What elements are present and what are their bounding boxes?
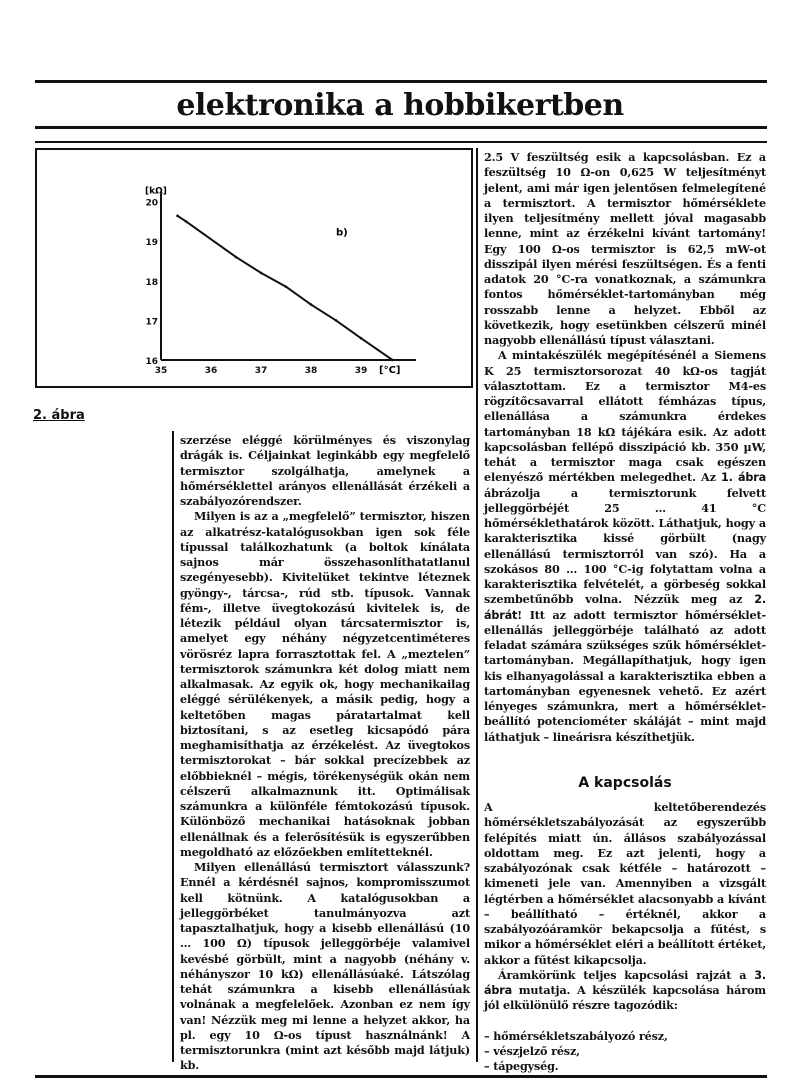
x-axis-label: [°C]: [379, 365, 401, 376]
header-bottom-rule: [35, 126, 767, 129]
panel-label: b): [336, 227, 348, 239]
paragraph: szerzése eléggé körülményes és viszonylag drágák is. Céljainkat leginkább egy megfelelő termisztor szolgálhatja, amelynek a hőmérséklettel arányos ellenállását érzékeli a szabályozórendszer.: [180, 433, 470, 508]
right-column: [484, 150, 766, 745]
x-tick-label: 38: [304, 366, 318, 376]
middle-column-left-rule: [172, 431, 174, 1062]
middle-column: [180, 433, 470, 1074]
section-heading: A kapcsolás: [578, 775, 672, 791]
data-point: [360, 337, 363, 340]
paragraph: Milyen is az a „megfelelő” termisztor, hiszen az alkatrész-katalógusokban igen sok féle típussal találkozhatunk (a boltok kínálata sajnos már összehasonlíthatatlanul szegényesebb). Kivitelüket tekintve léteznek gyöngy-, tárcsa-, rúd stb. típusok. Vannak fém-, illetve üvegtokozású kivitelek is, de létezik például olyan tárcsatermisztor is, amelyet egy néhány négyzetcentiméteres vörösréz lapra forrasztottak fel. A „meztelen” termisztorok számunkra két dolog miatt nem alkalmasak. Az egyik ok, hogy mechanikailag eléggé sérülékenyek, a másik pedig, hogy a keltetőben magas páratartalmat kell biztosítani, s az esetleg kicsapódó pára meghamisíthatja az érzékelést. Az üvegtokos termisztorokat – bár sokkal precízebbek az előbbieknél – mégis, törékenységük okán nem célszerű alkalmaznunk itt. Optimálisak számunkra a különféle fémtokozású típusok. Különböző mechanikai hatásoknak jobban ellenállnak és a felerősítésük is egyszerűbben megoldható az előzőekben említetteknél.: [180, 509, 470, 859]
text: Áramkörünk teljes kapcsolási rajzát a: [498, 967, 755, 982]
figure-reference: 2. ábrát: [484, 593, 766, 622]
list-item: – hőmérsékletszabályozó rész,: [484, 1028, 668, 1043]
data-point: [176, 215, 179, 218]
y-tick-label: 16: [145, 357, 158, 367]
figure-reference: 1. ábra: [721, 471, 767, 485]
data-point: [310, 303, 313, 306]
chart-tick-labels: [145, 199, 367, 376]
list-item: – vészjelző rész,: [484, 1043, 580, 1058]
x-tick-label: 35: [154, 366, 168, 376]
page-title: elektronika a hobbikertben: [176, 88, 624, 123]
text: A mintakészülék megépítésénél a Siemens K 25 termisztorsorozat 40 kΩ-os tagját választottam. Ez a termisztor M4-es rögzítőcsavarral ellátott fémházas típus, ellenállása a számunkra érdekes tartományban 18 kΩ tájékára esik. Az adott kapcsolásban fellépő disszipáció kb. 350 µW, tehát a termisztor maga csak egészen elenyésző mértékben melegedhet. Az: [484, 348, 766, 485]
x-tick-label: 36: [204, 366, 218, 376]
y-tick-label: 20: [145, 198, 158, 209]
paragraph: A keltetőberendezés hőmérsékletszabályozását az egyszerűbb felépítés miatt ún. állásos szabályozással oldottam meg. Ez azt jelenti, hogy a szabályozónak csak kétféle – határozott – kimeneti jele van. Amennyiben a vizsgált légtérben a hőmérséklet alacsonyabb a kívánt – beállítható – értéknél, akkor a szabályozóáramkör bekapcsolja a fűtést, s mikor a hőmérséklet eléri a beállított értéket, akkor a fűtést kikapcsolja.: [484, 800, 766, 967]
paragraph: 2.5 V feszültség esik a kapcsolásban. Ez a feszültség 10 Ω-on 0,625 W teljesítményt jelent, ami már igen jelentősen felmelegítené a termisztort. A termisztor hőmérséklete ilyen teljesítmény mellett jóval magasabb lenne, mint az érzékelni kívánt tartomány! Egy 100 Ω-os termisztor is 62,5 mW-ot disszipál ilyen mérési feszültségen. És a fenti adatok 20 °C-ra vonatkoznak, a számunkra fontos hőmérséklet-tartományban még rosszabb lenne a helyzet. Ebből az következik, hogy esetünkben célszerű minél nagyobb ellenállású típust választani.: [484, 150, 766, 347]
data-point: [335, 319, 338, 322]
data-point: [285, 285, 288, 288]
text: ! Itt az adott termisztor hőmérséklet-ellenállás jelleggörbéje található az adott feladat számára szükséges szűk hőmérséklet-tartományban. Megállapíthatjuk, hogy igen kis elhanyagolással a karakterisztika ebben a tartományban egyenesnek vehető. Ez azért lényeges számunkra, mert a hőmérséklet-beállító potenciométer skáláját – mint majd láthatjuk – lineárisra készíthetjük.: [484, 607, 766, 744]
parts-list: [484, 1029, 766, 1075]
paragraph: Milyen ellenállású termisztort válasszunk? Ennél a kérdésnél sajnos, kompromisszumot kell kötnünk. A katalógusokban a jelleggörbéket tanulmányozva azt tapasztalhatjuk, hogy a kisebb ellenállású (10 … 100 Ω) típusok jelleggörbéje valamivel kevésbé görbült, mint a nagyobb (néhány v. néhányszor 10 kΩ) ellenállásúaké. Látszólag tehát számunkra a kisebb ellenállásúak volnának a megfelelőek. Azonban ez nem így van! Nézzük meg mi lenne a helyzet akkor, ha pl. egy 10 Ω-os típust használnánk! A termisztorunkra (mint azt később majd látjuk) kb.: [180, 860, 470, 1073]
chart-series: [176, 215, 394, 362]
y-axis-label: [kΩ]: [145, 186, 167, 197]
data-point: [391, 359, 394, 362]
text: ábrázolja a termisztorunk felvett jelleggörbéjét 25 … 41 °C hőmérséklethatárok között. Láthatjuk, hogy a karakterisztika kissé görbült (nagy ellenállású termisztorról van szó). Ha a szokásos 80 … 100 °C-ig folytattam volna a karakterisztika felvételét, a görbeség sokkal szembetűnőbb volna. Nézzük meg az: [484, 485, 766, 607]
text: mutatja. A készülék kapcsolása három jól elkülönülő részre tagozódik:: [484, 983, 766, 1013]
figure-caption: 2. ábra: [33, 408, 85, 423]
data-point: [235, 256, 238, 259]
thermistor-chart: [35, 148, 473, 388]
footer-rule: [35, 1075, 767, 1078]
data-point: [260, 272, 263, 275]
paragraph: [484, 348, 766, 745]
figure-reference: 3. ábra: [484, 968, 766, 997]
right-column-section: [484, 800, 766, 1074]
y-tick-label: 17: [145, 317, 158, 328]
data-point: [185, 220, 188, 223]
right-column-left-rule: [476, 148, 478, 1062]
list-item: – tápegység.: [484, 1059, 559, 1073]
chart-axes: [161, 194, 416, 360]
y-tick-label: 19: [145, 238, 158, 249]
header-top-rule: [35, 80, 767, 83]
header-underline-rule: [35, 141, 767, 143]
x-tick-label: 39: [354, 366, 368, 376]
x-tick-label: 37: [254, 366, 268, 376]
paragraph: [484, 968, 766, 1014]
y-tick-label: 18: [145, 277, 158, 288]
